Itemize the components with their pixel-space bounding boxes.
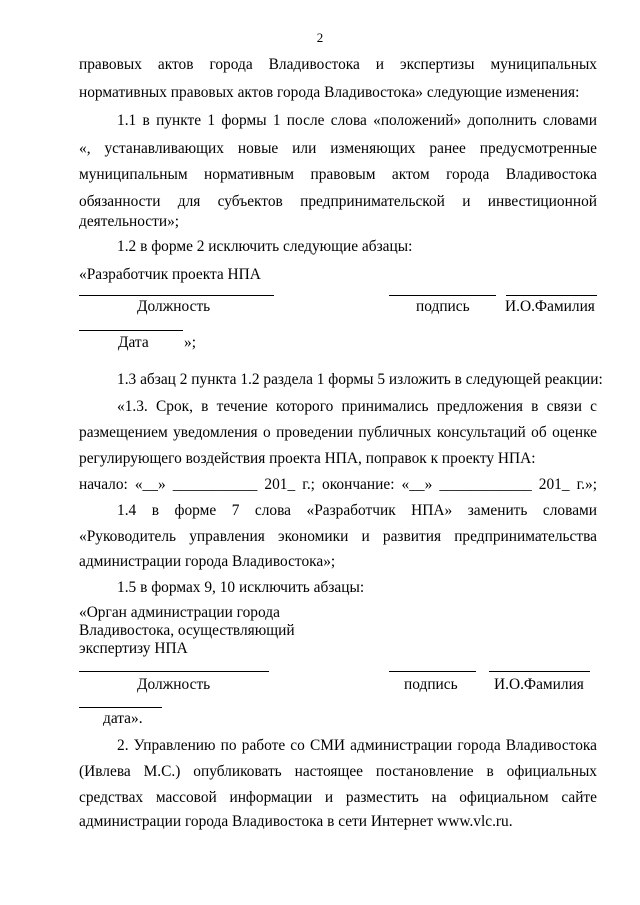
text-line-14: начало: «__» ___________ 201_ г.; окончание: «__» ____________ 201_ г.»; [79, 476, 597, 493]
text-line-12: размещением уведомления о проведении публичных консультаций об оценке [79, 424, 597, 441]
position-label-2: Должность [137, 676, 211, 693]
text-line-11: «1.3. Срок, в течение которого принимались предложения в связи с [117, 398, 597, 415]
date-line [79, 330, 183, 331]
text-line-17: администрации города Владивостока»; [79, 553, 336, 570]
name-line [506, 295, 597, 296]
date-line-2 [79, 707, 162, 708]
text-line-15: 1.4 в форме 7 слова «Разработчик НПА» заменить словами [117, 502, 597, 519]
text-line-2: нормативных правовых актов города Владивостока» следующие изменения: [79, 84, 580, 101]
name-label-2: И.О.Фамилия [494, 676, 584, 693]
text-line-13: регулирующего воздействия проекта НПА, поправок к проекту НПА: [79, 450, 536, 467]
name-line-2 [489, 671, 590, 672]
text-line-6: обязанности для субъектов предпринимательской и инвестиционной [79, 193, 597, 210]
text-line-10: 1.3 абзац 2 пункта 1.2 раздела 1 формы 5 изложить в следующей реакции: [117, 371, 603, 388]
signature-line-2 [389, 671, 476, 672]
position-line-2 [79, 671, 269, 672]
text-line-20: Владивостока, осуществляющий [79, 622, 295, 639]
page-number: 2 [316, 30, 324, 45]
text-line-22: 2. Управлению по работе со СМИ администрации города Владивостока [117, 737, 597, 754]
text-line-9: «Разработчик проекта НПА [79, 266, 261, 283]
text-line-4: «, устанавливающих новые или изменяющих ранее предусмотренные [79, 140, 597, 157]
position-line [79, 295, 274, 296]
date-label-2: дата». [103, 710, 143, 727]
text-line-19: «Орган администрации города [79, 604, 280, 621]
text-line-18: 1.5 в формах 9, 10 исключить абзацы: [117, 579, 365, 596]
text-line-8: 1.2 в форме 2 исключить следующие абзацы: [117, 238, 413, 255]
name-label: И.О.Фамилия [505, 298, 595, 315]
text-line-5: муниципальным нормативным правовым актом города Владивостока [79, 166, 597, 183]
text-line-7: деятельности»; [79, 213, 180, 230]
text-line-24: средствах массовой информации и разместить на официальном сайте [79, 789, 597, 806]
text-line-3: 1.1 в пункте 1 формы 1 после слова «положений» дополнить словами [117, 112, 597, 129]
date-close: »; [184, 334, 196, 351]
signature-label-2: подпись [404, 676, 458, 693]
text-line-16: «Руководитель управления экономики и развития предпринимательства [79, 528, 597, 545]
signature-label: подпись [416, 298, 470, 315]
position-label: Должность [137, 298, 211, 315]
date-label: Дата [118, 334, 149, 351]
signature-line [389, 295, 496, 296]
text-line-1: правовых актов города Владивостока и экспертизы муниципальных [79, 56, 597, 73]
text-line-23: (Ивлева М.С.) опубликовать настоящее постановление в официальных [79, 763, 597, 780]
text-line-25: администрации города Владивостока в сети Интернет www.vlc.ru. [79, 813, 513, 830]
text-line-21: экспертизу НПА [79, 640, 188, 657]
